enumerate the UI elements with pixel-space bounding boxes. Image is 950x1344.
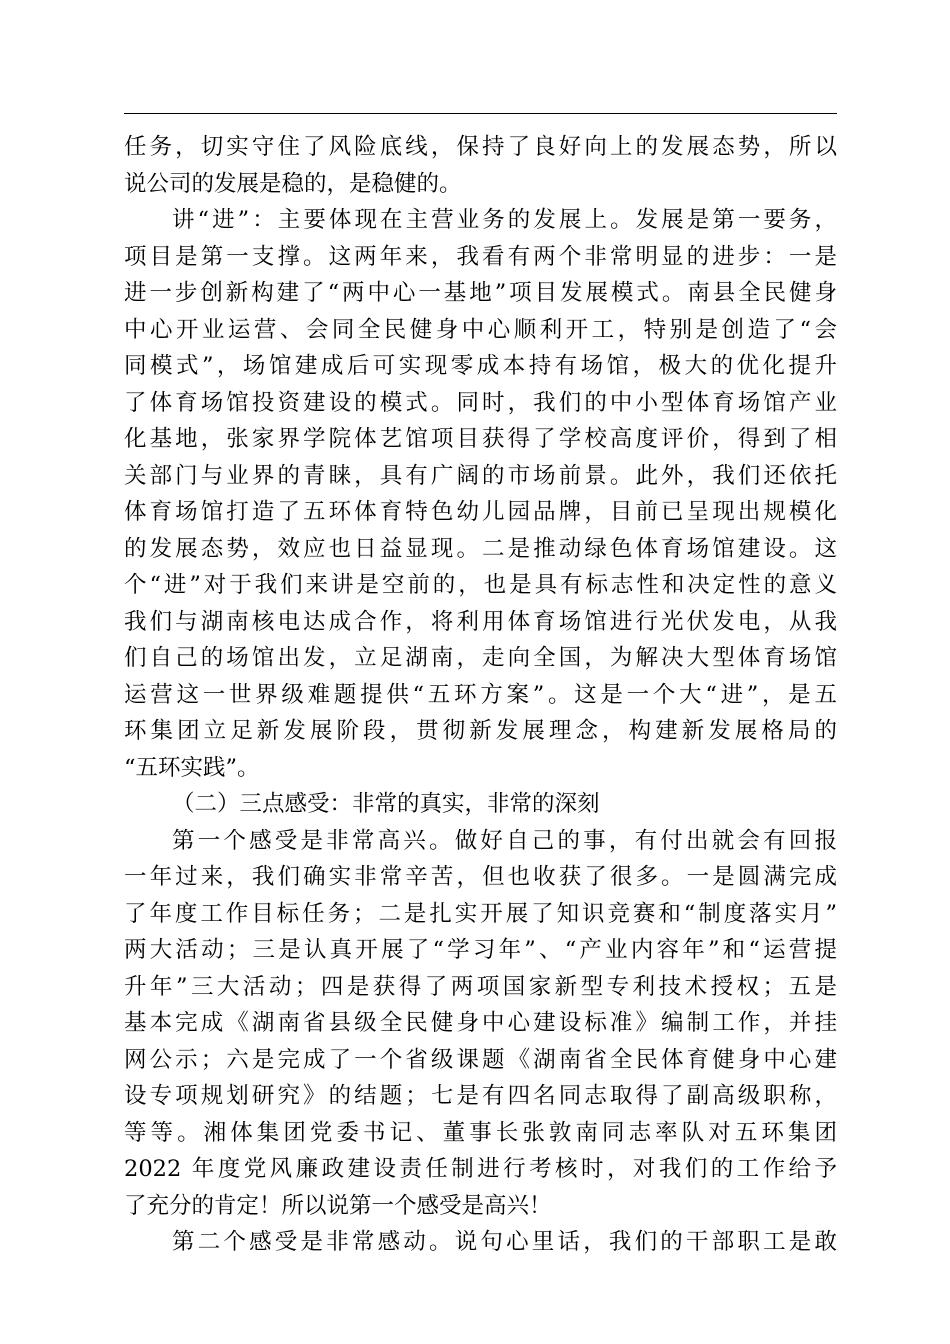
text-line: 了体育场馆投资建设的模式。同时，我们的中小型体育场馆产业 bbox=[124, 389, 837, 416]
paragraph-start-line: 第一个感受是非常高兴。做好自己的事，有付出就会有回报 bbox=[172, 827, 837, 854]
header-rule bbox=[124, 113, 837, 114]
text-line: 任务，切实守住了风险底线，保持了良好向上的发展态势，所以 bbox=[124, 134, 837, 160]
section-heading: （二）三点感受：非常的真实，非常的深刻 bbox=[172, 791, 600, 817]
text-line: 了充分的肯定！所以说第一个感受是高兴！ bbox=[124, 1192, 552, 1219]
text-line: 中心开业运营、会同全民健身中心顺利开工，特别是创造了“会 bbox=[124, 316, 837, 343]
paragraph-start-line: 第二个感受是非常感动。说句心里话，我们的干部职工是敢 bbox=[172, 1229, 837, 1255]
text-line: 两大活动；三是认真开展了“学习年”、“产业内容年”和“运营提 bbox=[124, 937, 837, 963]
text-line: 们自己的场馆出发，立足湖南，走向全国，为解决大型体育场馆 bbox=[124, 645, 837, 671]
text-line: “五环实践”。 bbox=[124, 754, 260, 781]
text-line: 说公司的发展是稳的，是稳健的。 bbox=[124, 170, 462, 197]
text-line: 一年过来，我们确实非常辛苦，但也收获了很多。一是圆满完成 bbox=[124, 864, 837, 890]
text-line: 关部门与业界的青睐，具有广阔的市场前景。此外，我们还依托 bbox=[124, 462, 837, 489]
paragraph-start-line: 讲“进”：主要体现在主营业务的发展上。发展是第一要务， bbox=[172, 207, 837, 233]
text-line: 基本完成《湖南省县级全民健身中心建设标准》编制工作，并挂 bbox=[124, 1010, 837, 1036]
text-line: 升年”三大活动；四是获得了两项国家新型专利技术授权；五是 bbox=[124, 973, 837, 1000]
text-line: 同模式”，场馆建成后可实现零成本持有场馆，极大的优化提升 bbox=[124, 353, 837, 379]
text-line: 进一步创新构建了“两中心一基地”项目发展模式。南县全民健身 bbox=[124, 280, 837, 306]
text-line: 的发展态势，效应也日益显现。二是推动绿色体育场馆建设。这 bbox=[124, 535, 837, 562]
text-line: 设专项规划研究》的结题；七是有四名同志取得了副高级职称， bbox=[124, 1083, 837, 1109]
text-line: 了年度工作目标任务；二是扎实开展了知识竞赛和“制度落实月” bbox=[124, 900, 837, 927]
text-line: 网公示；六是完成了一个省级课题《湖南省全民体育健身中心建 bbox=[124, 1046, 837, 1073]
body-text bbox=[124, 129, 837, 1261]
text-line: 化基地，张家界学院体艺馆项目获得了学校高度评价，得到了相 bbox=[124, 426, 837, 452]
text-line: 等等。湘体集团党委书记、董事长张敦南同志率队对五环集团 bbox=[124, 1119, 837, 1146]
text-line: 运营这一世界级难题提供“五环方案”。这是一个大“进”，是五 bbox=[124, 681, 837, 708]
text-line: 项目是第一支撑。这两年来，我看有两个非常明显的进步：一是 bbox=[124, 243, 837, 270]
text-line: 体育场馆打造了五环体育特色幼儿园品牌，目前已呈现出规模化 bbox=[124, 499, 837, 525]
text-line: 2022 年度党风廉政建设责任制进行考核时，对我们的工作给予 bbox=[124, 1156, 837, 1182]
text-line: 我们与湖南核电达成合作，将利用体育场馆进行光伏发电，从我 bbox=[124, 608, 837, 635]
text-line: 环集团立足新发展阶段，贯彻新发展理念，构建新发展格局的 bbox=[124, 718, 837, 744]
text-line: 个“进”对于我们来讲是空前的，也是具有标志性和决定性的意义 bbox=[124, 572, 837, 598]
